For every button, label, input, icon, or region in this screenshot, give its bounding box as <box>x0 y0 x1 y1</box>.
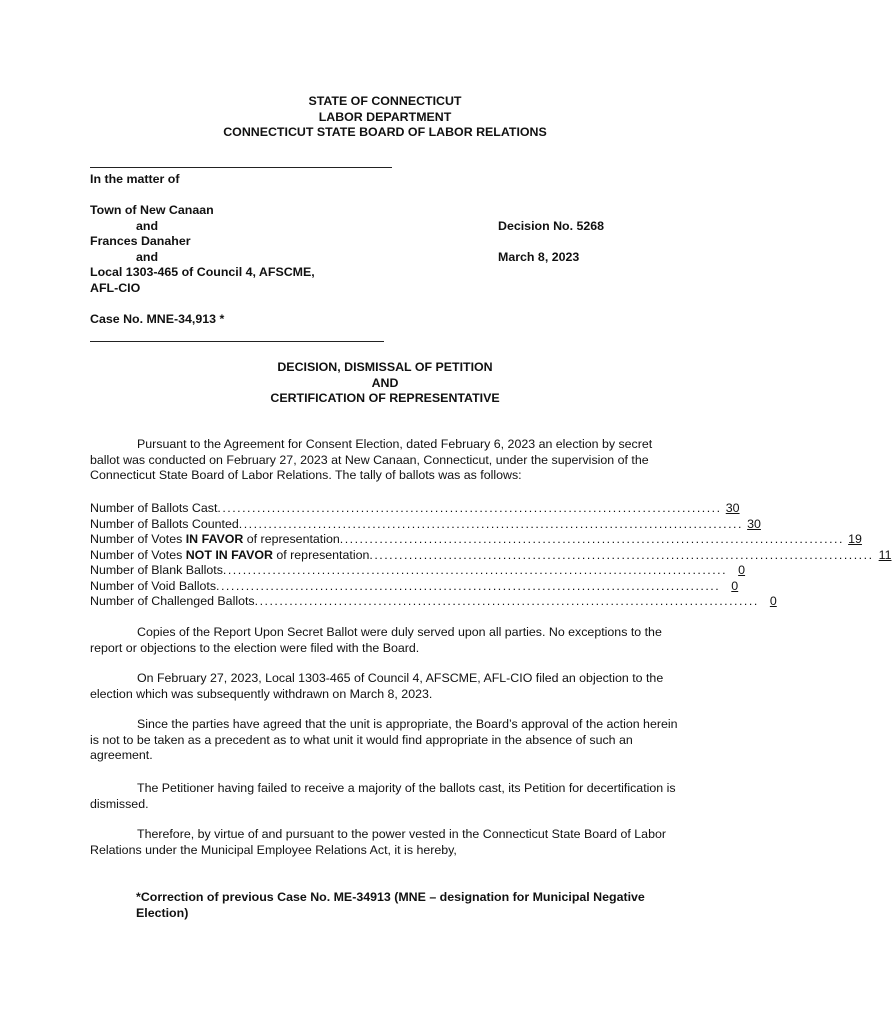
tally-row-cast <box>90 501 740 517</box>
header-department: LABOR DEPARTMENT <box>318 109 452 124</box>
label-prefix: Number of Votes <box>90 547 186 562</box>
dot-leader: ...................................................................................................... <box>222 563 728 577</box>
tally-value: 0 <box>769 594 777 608</box>
title-line2: AND <box>371 375 399 390</box>
dot-leader: ...................................................................................................... <box>254 594 759 608</box>
correction-footnote: *Correction of previous Case No. ME-34913 (MNE – designation for Municipal Negative Election) <box>136 890 645 920</box>
label-suffix: of representation <box>272 547 370 562</box>
and-connector-1: and <box>136 218 159 233</box>
decision-date: March 8, 2023 <box>498 250 580 264</box>
tally-row-blank <box>90 563 746 579</box>
tally-row-void <box>90 578 739 595</box>
tally-value: 30 <box>747 516 761 531</box>
intro-paragraph: Pursuant to the Agreement for Consent Election, dated February 6, 2023 an election by secret ballot was conducted on February 27, 2023 at New Canaan, Connecticut, under the supervision of the Connecticut State Board of Labor Relations. The tally of ballots was as follows: <box>90 437 653 482</box>
title-line1: DECISION, DISMISSAL OF PETITION <box>277 360 493 374</box>
party-individual: Frances Danaher <box>90 234 191 248</box>
dot-leader: ...................................................................................................... <box>369 547 874 562</box>
top-divider <box>90 167 392 168</box>
tally-value: 19 <box>848 532 862 546</box>
title-line3: CERTIFICATION OF REPRESENTATIVE <box>270 391 500 405</box>
label-emphasis: IN FAVOR <box>185 532 244 546</box>
dot-leader: ...................................................................................................... <box>216 578 721 593</box>
dot-leader: ...................................................................................................... <box>217 501 722 515</box>
dot-leader: ...................................................................................................... <box>339 532 844 546</box>
tally-label: Number of Challenged Ballots <box>90 594 255 608</box>
tally-label: Number of Ballots Cast <box>90 501 218 515</box>
matter-heading: In the matter of <box>90 172 180 186</box>
paragraph-therefore: Therefore, by virtue of and pursuant to the power vested in the Connecticut State Board of Labor Relations under the Municipal Employee Relations Act, it is hereby, <box>90 827 666 857</box>
label-prefix: Number of Votes <box>90 532 186 546</box>
document-title <box>0 360 770 407</box>
tally-value: 11 <box>878 547 892 562</box>
tally-row-challenged <box>90 594 777 610</box>
party-union-line2: AFL-CIO <box>90 280 141 295</box>
tally-value: 0 <box>731 578 739 593</box>
label-suffix: of representation <box>243 532 340 546</box>
paragraph-objection-withdrawn: On February 27, 2023, Local 1303-465 of Council 4, AFSCME, AFL-CIO filed an objection to the election which was subsequently withdrawn on March 8, 2023. <box>90 671 664 701</box>
document-header <box>0 94 770 141</box>
parties-block <box>90 203 315 296</box>
case-number: Case No. MNE-34,913 * <box>90 312 225 326</box>
label-emphasis: NOT IN FAVOR <box>185 547 273 562</box>
tally-label <box>90 548 369 564</box>
tally-row-not-in-favor <box>90 547 892 564</box>
tally-value: 0 <box>738 563 746 577</box>
party-town: Town of New Canaan <box>90 203 214 217</box>
party-union-line1: Local 1303-465 of Council 4, AFSCME, <box>90 265 315 279</box>
bottom-divider <box>90 341 384 342</box>
and-connector-2: and <box>136 249 159 264</box>
paragraph-petition-dismissed: The Petitioner having failed to receive a majority of the ballots cast, its Petition for decertification is dismissed. <box>90 781 676 811</box>
tally-row-in-favor <box>90 532 862 548</box>
dot-leader: ...................................................................................................... <box>238 516 743 531</box>
decision-number: Decision No. 5268 <box>498 219 605 233</box>
paragraph-unit-appropriate: Since the parties have agreed that the unit is appropriate, the Board’s approval of the action herein is not to be taken as a precedent as to what unit it would find appropriate in the absence of such an agreement. <box>90 717 678 762</box>
tally-label: Number of Blank Ballots <box>90 563 223 577</box>
tally-label: Number of Ballots Counted <box>90 516 239 531</box>
tally-row-counted <box>90 516 761 533</box>
tally-label: Number of Void Ballots <box>90 578 217 593</box>
header-board: CONNECTICUT STATE BOARD OF LABOR RELATIONS <box>223 125 547 139</box>
header-state: STATE OF CONNECTICUT <box>308 94 462 108</box>
tally-label <box>90 532 340 548</box>
paragraph-report-served: Copies of the Report Upon Secret Ballot were duly served upon all parties. No exceptions to the report or objections to the election were filed with the Board. <box>90 625 662 655</box>
tally-value: 30 <box>725 501 740 515</box>
